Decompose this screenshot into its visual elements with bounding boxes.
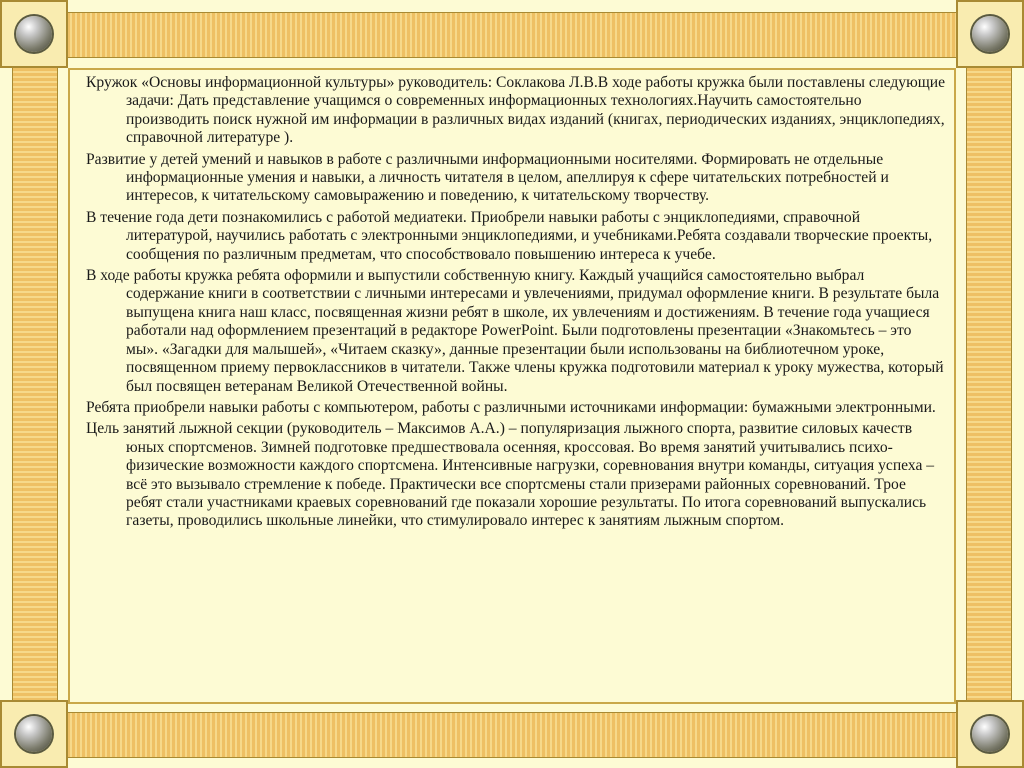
slide-text (86, 74, 946, 534)
paragraph-kniga: В ходе работы кружка ребята оформили и выпустили собственную книгу. Каждый учащийся самостоятельно выбрал содержание книги в соответствии с личными интересами и увлечениями, придумал оформление книги. В результате была выпущена книга наш класс, посвященная жизни ребят в школе, их увлечениям и достижениям. В течение года учащиеся работали над оформлением презентаций в редакторе PowerPoint. Были подготовлены презентации «Знакомьтесь – это мы». «Загадки для малышей», «Читаем сказку», данные презентации были использованы на библиотечном уроке, посвященном приему первоклассников в читатели. Также члены кружка подготовили материал к уроку мужества, который был посвящен ветеранам Великой Отечественной войны. (86, 267, 944, 395)
corner-top-right (956, 0, 1024, 68)
paragraph-mediateka: В течение года дети познакомились с работой медиатеки. Приобрели навыки работы с энциклопедиями, справочной литературой, научились работать с электронными энциклопедиями, и учебниками.Ребята создавали творческие проекты, сообщения по различным предметам, что способствовало повышению интереса к учебе. (86, 208, 933, 263)
paragraph-razvitie: Развитие у детей умений и навыков в работе с различными информационными носителями. Формировать не отдельные информационные умения и навыки, а личность читателя в целом, апеллируя к сфере читательских потребностей и интересов, к читательскому самовыражению и поведению, к читательскому творчеству. (86, 150, 889, 205)
right-border-stripe (966, 0, 1012, 768)
knob-icon (972, 716, 1008, 752)
corner-bottom-right (956, 700, 1024, 768)
knob-icon (16, 16, 52, 52)
paragraph-lyzhnaya-sekciya: Цель занятий лыжной секции (руководитель – Максимов А.А.) – популяризация лыжного спорта, развитие силовых качеств юных спортсменов. Зимней подготовке предшествовала осенняя, кроссовая. Во время занятий учитывались психо-физические возможности каждого спортсмена. Интенсивные нагрузки, соревнования внутри команды, ситуация успеха – всё это вызывало стремление к победе. Практически все спортсмены стали призерами районных соревнований. Трое ребят стали участниками краевых соревнований где показали хорошие результаты. По итога соревнований выпускались газеты, проводились школьные линейки, что стимулировало интерес к занятиям лыжным спортом. (86, 420, 935, 530)
top-border-stripe (0, 12, 1024, 58)
bottom-border-stripe (0, 712, 1024, 758)
corner-top-left (0, 0, 68, 68)
paragraph-kompyuter: Ребята приобрели навыки работы с компьютером, работы с различными источниками информации: бумажными электронными. (86, 398, 936, 416)
knob-icon (16, 716, 52, 752)
left-border-stripe (12, 0, 58, 768)
paragraph-kruzhok: Кружок «Основы информационной культуры» руководитель: Соклакова Л.В.В ходе работы кружка были поставлены следующие задачи: Дать представление учащимся о современных информационных технологиях.Научить самостоятельно производить поиск нужной им информации в различных видах изданий (книгах, периодических изданиях, энциклопедиях, справочной литературе ). (86, 74, 946, 147)
knob-icon (972, 16, 1008, 52)
corner-bottom-left (0, 700, 68, 768)
